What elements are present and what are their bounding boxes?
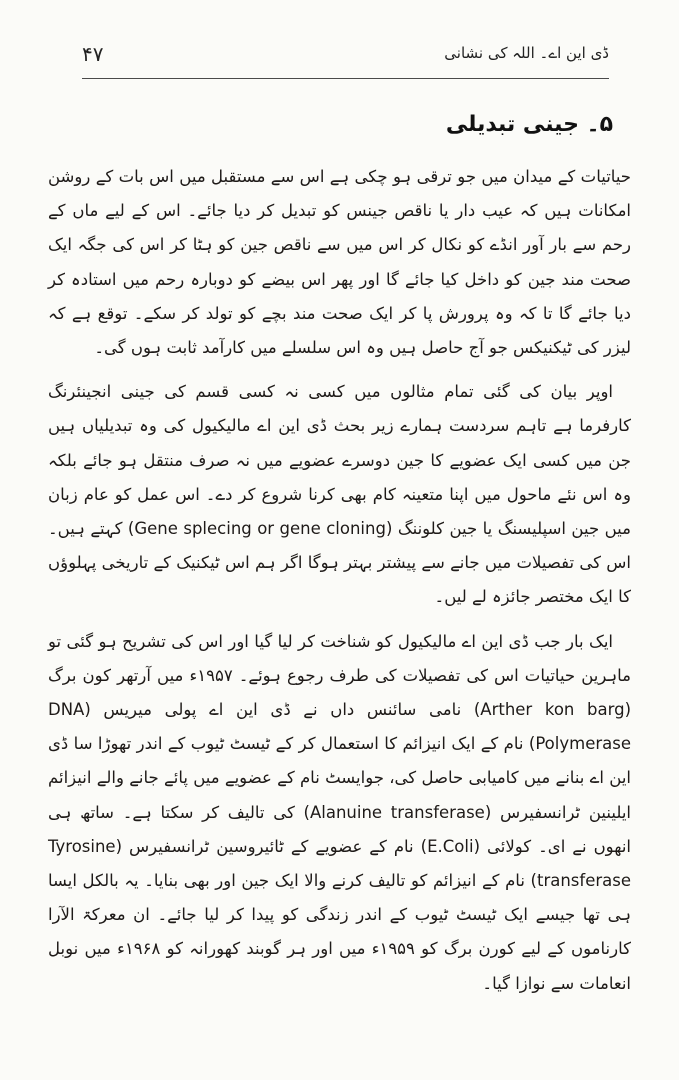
section-heading: ۵۔ جینی تبدیلی xyxy=(445,112,613,137)
running-title: ڈی این اے۔ اللہ کی نشانی xyxy=(444,44,609,62)
paragraph: حیاتیات کے میدان میں جو ترقی ہو چکی ہے اس سے مستقبل میں اس بات کے روشن امکانات ہیں کہ عیب دار یا ناقص جینس کو تبدیل کر دیا جائے۔ اس کے لیے ماں کے رحم سے بار آور انڈے کو نکال کر اس میں سے ناقص جین کو ہٹا کر اس کی جگہ ایک صحت مند جین کو داخل کیا جائے گا اور پھر اس بیضے کو دوبارہ رحم میں استادہ کر دیا جائے گا تا کہ وہ پرورش پا کر ایک صحت مند بچے کو تولد کر سکے۔ توقع ہے کہ لیزر کی ٹیکنیکس جو آج حاصل ہیں وہ اس سلسلے میں کارآمد ثابت ہوں گی۔ xyxy=(48,167,631,358)
page-header xyxy=(82,38,609,79)
paragraph: اوپر بیان کی گئی تمام مثالوں میں کسی نہ کسی قسم کی جینی انجینئرنگ کارفرما ہے تاہم سردست ہمارے زیر بحث ڈی این اے مالیکیول کی وہ تبدیلیاں ہیں جن میں کسی ایک عضویے کا جین دوسرے عضویے میں نہ صرف منتقل ہو جائے بلکہ وہ اس نئے ماحول میں اپنا متعینہ کام بھی کرنا شروع کر دے۔ اس عمل کو عام زبان میں جین اسپلیسنگ یا جین کلوننگ (Gene splecing or gene cloning) کہتے ہیں۔ اس کی تفصیلات میں جانے سے پیشتر بہتر ہوگا اگر ہم اس ٹیکنیک کے تاریخی پہلوؤں کا ایک مختصر جائزہ لے لیں۔ xyxy=(48,382,631,607)
paragraph: ایک بار جب ڈی این اے مالیکیول کو شناخت کر لیا گیا اور اس کی تشریح ہو گئی تو ماہرین حیاتیات اس کی تفصیلات کی طرف رجوع ہوئے۔ ۱۹۵۷ء میں آرتھر کون برگ (Arther kon barg) نامی سائنس داں نے ڈی این اے پولی میریس (DNA Polymerase) نام کے ایک انیزائم کا استعمال کر کے ٹیسٹ ٹیوب کے اندر تھوڑا سا ڈی این اے بنانے میں کامیابی حاصل کی، جوایسٹ نام کے عضویے میں پائے جانے والے انیزائم ایلینین ٹرانسفیرس (Alanuine transferase) کی تالیف کر سکتا ہے۔ ساتھ ہی انھوں نے ای۔ کولائی (E.Coli) نام کے عضویے کے ٹائیروسین ٹرانسفیرس (Tyrosine transferase) نام کے انیزائم کو تالیف کرنے والا ایک جین اور بھی بنایا۔ یہ بالکل ایسا ہی تھا جیسے ایک ٹیسٹ ٹیوب کے اندر زندگی کو پیدا کر لیا جائے۔ ان معرکۃ الآرا کارناموں کے لیے کورن برگ کو ۱۹۵۹ء میں اور ہر گوبند کھورانہ کو ۱۹۶۸ء میں نوبل انعامات سے نوازا گیا۔ xyxy=(48,631,632,993)
page-number: ۴۷ xyxy=(82,42,104,66)
body-text xyxy=(48,160,631,1011)
